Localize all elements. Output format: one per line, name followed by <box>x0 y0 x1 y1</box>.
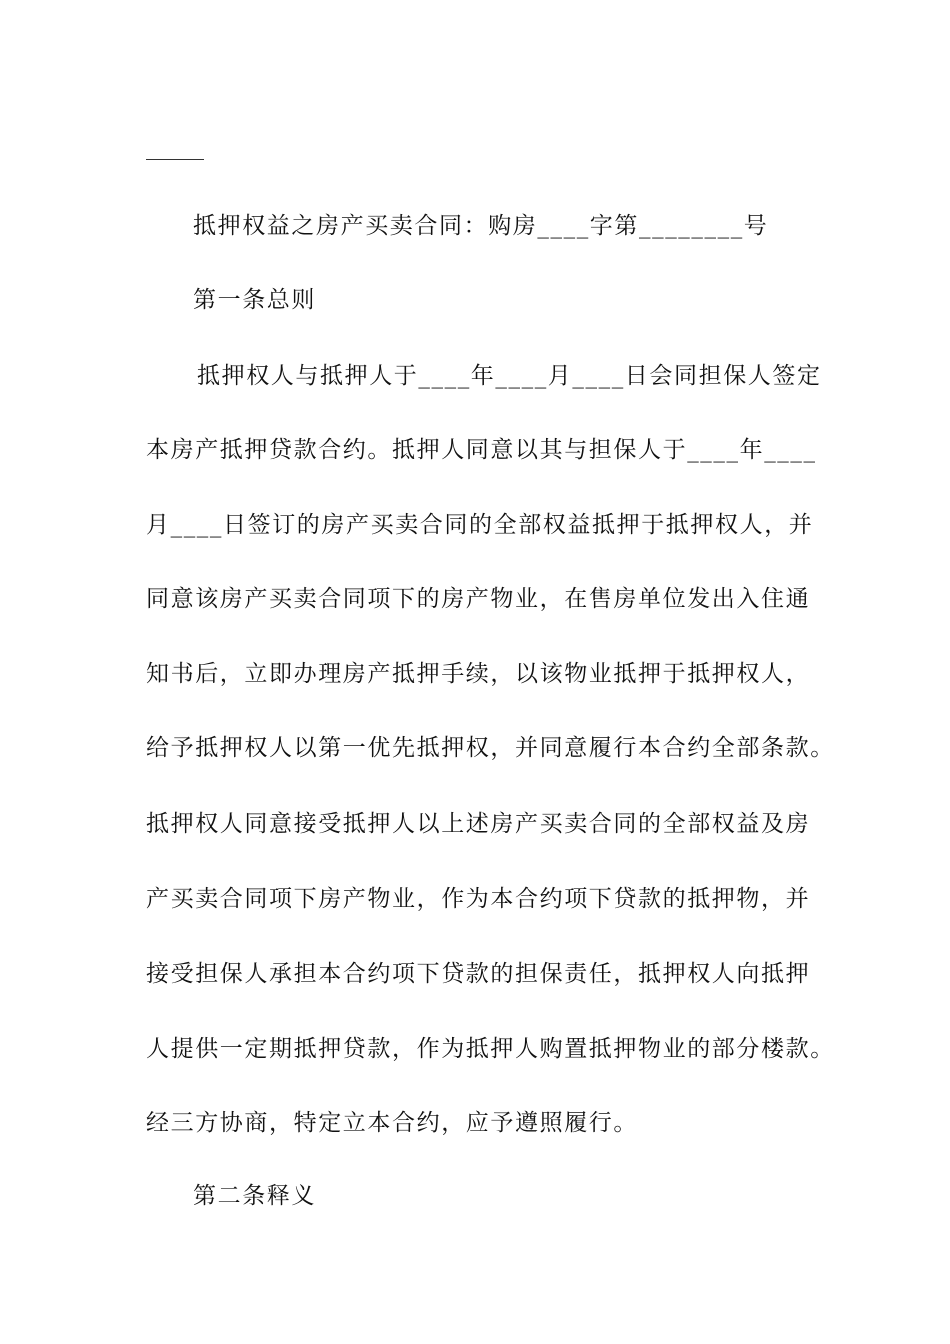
article-1-line-11: 经三方协商，特定立本合约，应予遵照履行。 <box>146 1110 638 1136</box>
article-1-line-1: 抵押权人与抵押人于____年____月____日会同担保人签定 <box>197 363 822 389</box>
article-1-line-4: 同意该房产买卖合同项下的房产物业，在售房单位发出入住通 <box>146 586 811 612</box>
article-1-line-2: 本房产抵押贷款合约。抵押人同意以其与担保人于____年____ <box>146 437 817 463</box>
contract-title: 抵押权益之房产买卖合同：购房____字第________号 <box>193 213 769 239</box>
article-1-heading: 第一条总则 <box>193 287 316 313</box>
article-1-line-8: 产买卖合同项下房产物业，作为本合约项下贷款的抵押物，并 <box>146 886 811 912</box>
article-1-line-9: 接受担保人承担本合约项下贷款的担保责任，抵押权人向抵押 <box>146 961 811 987</box>
article-1-line-10: 人提供一定期抵押贷款，作为抵押人购置抵押物业的部分楼款。 <box>146 1036 835 1062</box>
article-1-line-5: 知书后，立即办理房产抵押手续，以该物业抵押于抵押权人， <box>146 661 811 687</box>
article-1-line-3: 月____日签订的房产买卖合同的全部权益抵押于抵押权人，并 <box>146 512 814 538</box>
article-1-line-6: 给予抵押权人以第一优先抵押权，并同意履行本合约全部条款。 <box>146 735 835 761</box>
top-blank-rule <box>146 159 204 160</box>
article-2-heading: 第二条释义 <box>193 1183 316 1209</box>
article-1-line-7: 抵押权人同意接受抵押人以上述房产买卖合同的全部权益及房 <box>146 811 811 837</box>
